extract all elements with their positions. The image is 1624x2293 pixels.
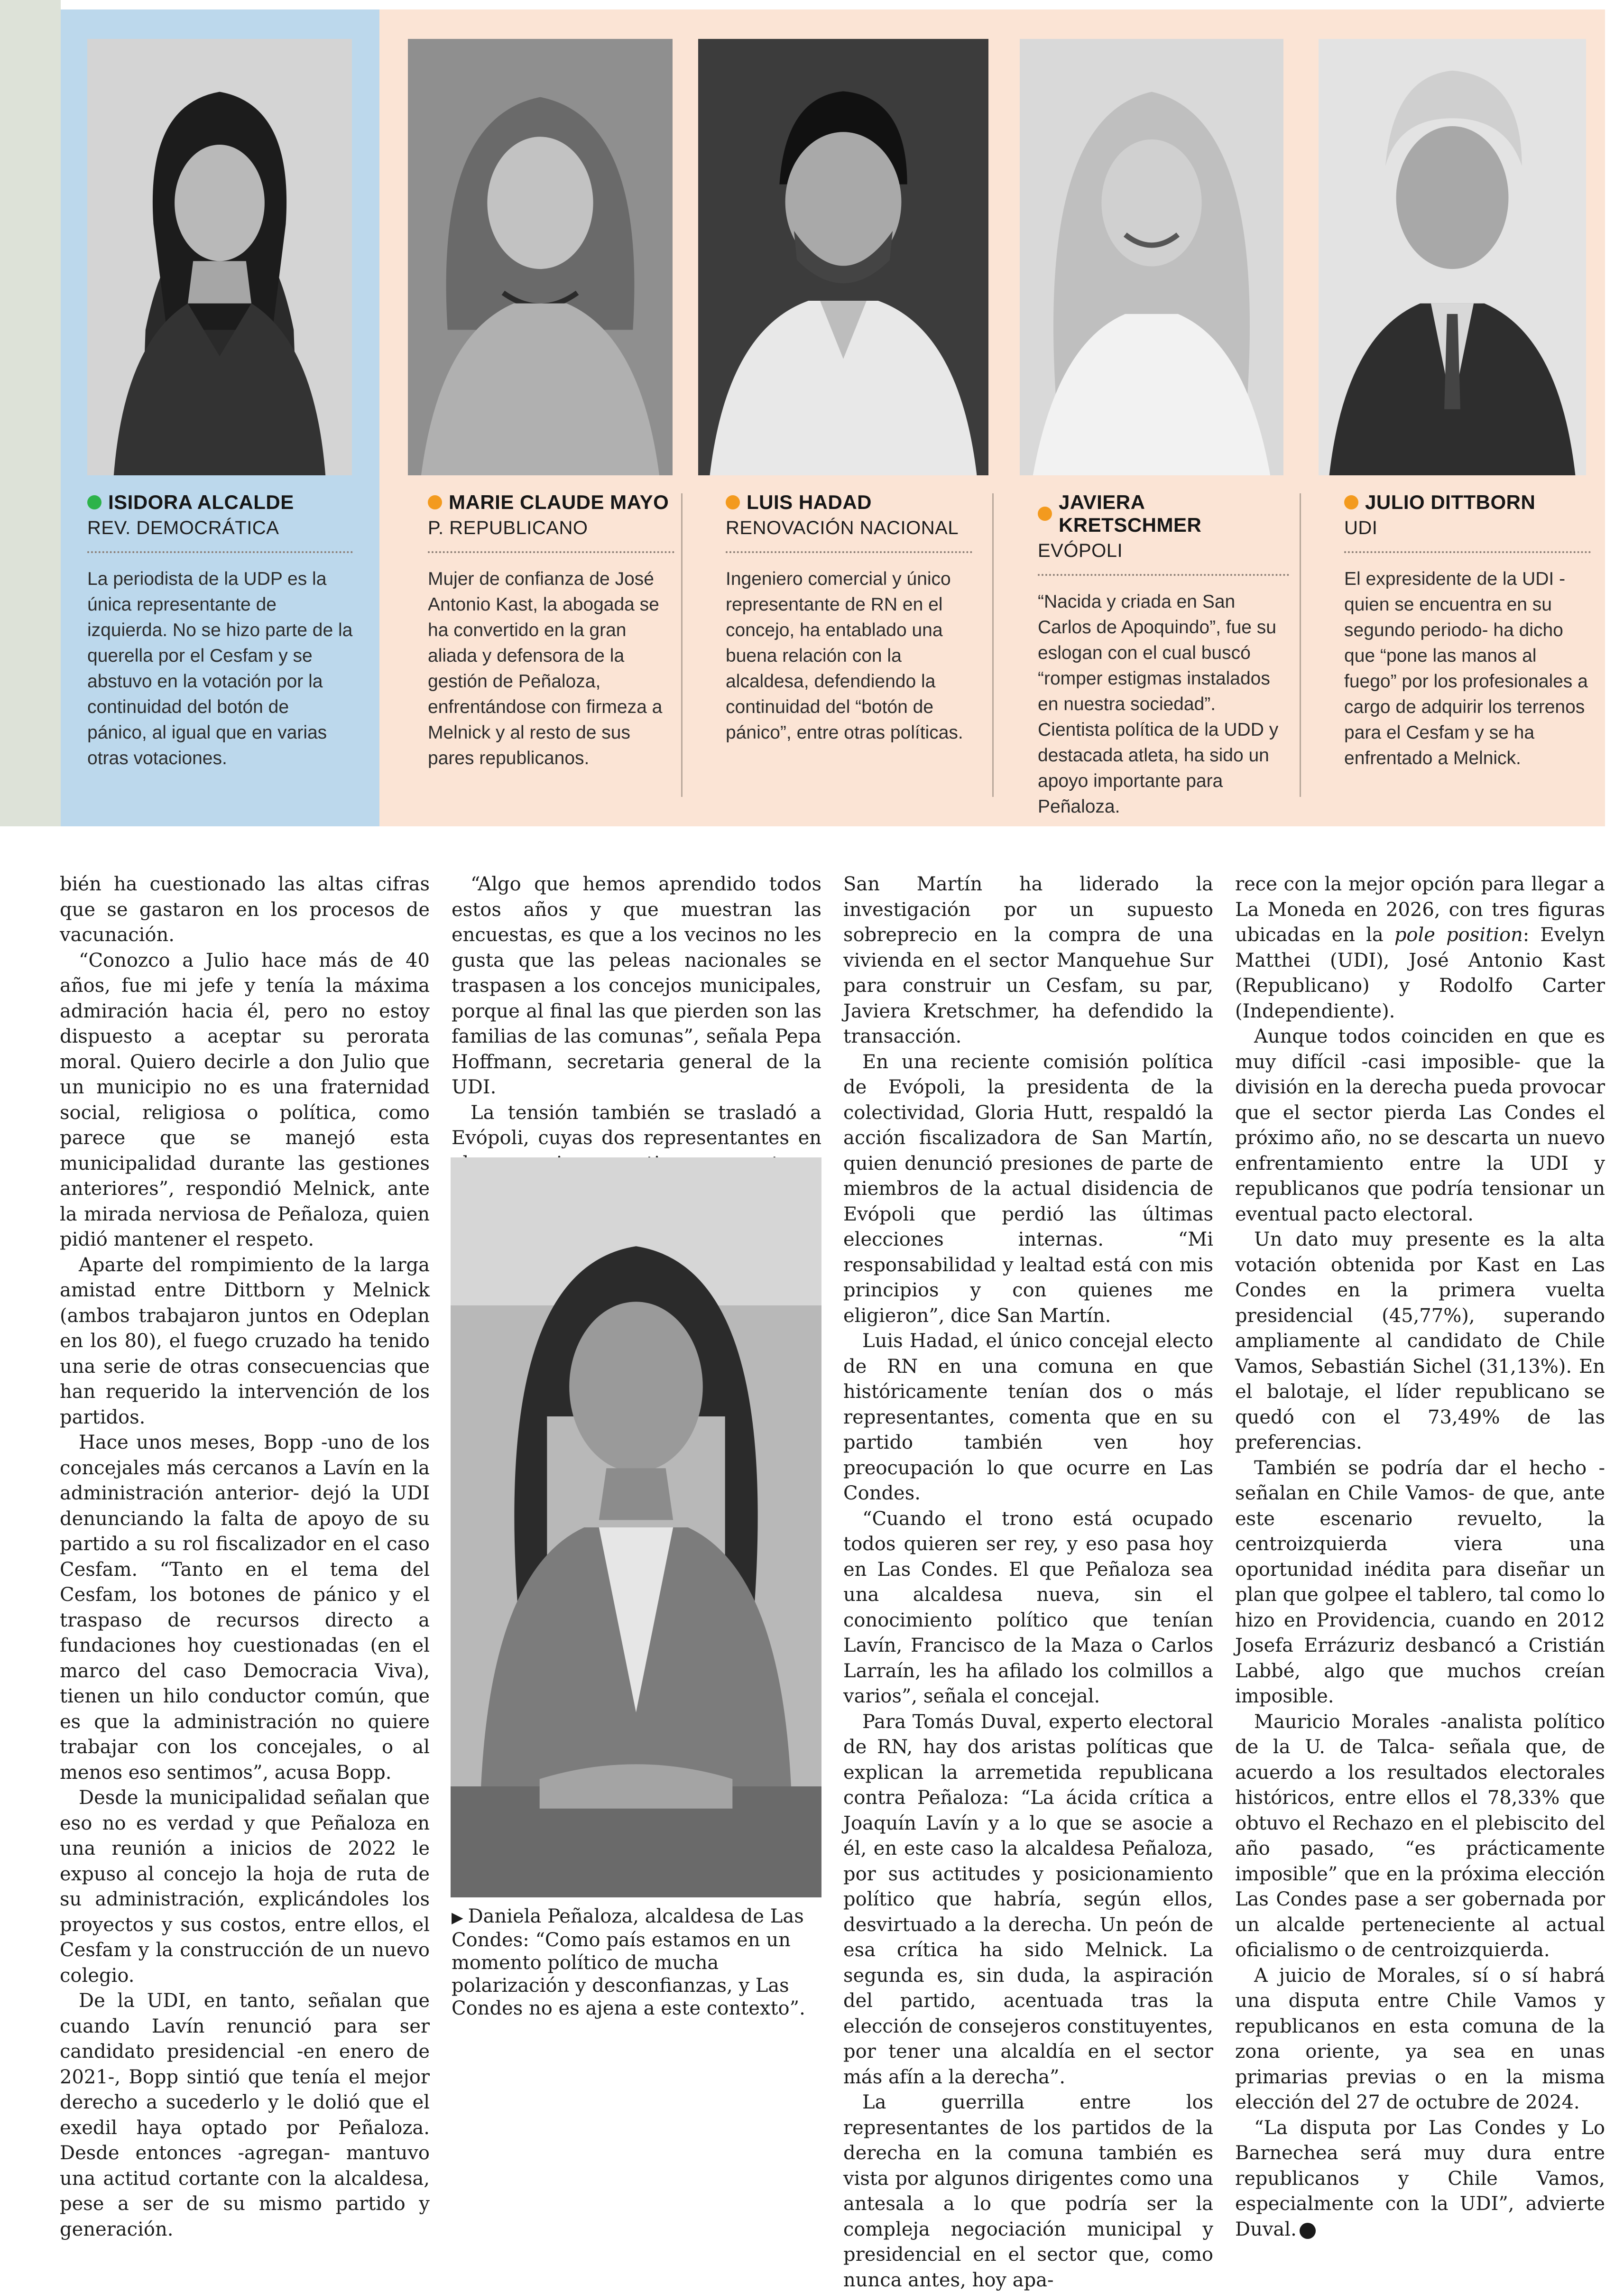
dotted-divider xyxy=(1038,574,1289,576)
column-rule xyxy=(1300,493,1301,797)
portrait-photo-hadad xyxy=(698,39,988,475)
article-column-3 xyxy=(843,872,1213,2293)
caption-text: Daniela Peñaloza, alcaldesa de Las Condes: “Como país estamos en un momento político de mucha polarización y desconfianzas, y Las Condes no es ajena a este contexto”. xyxy=(452,1905,805,2019)
paragraph: De la UDI, en tanto, señalan que cuando Lavín renunció para ser candidato presidencial -en enero de 2021-, Bopp sintió que tenía el mejor derecho a sucederlo y le dolió que el exedil haya optado por Peñaloza. Desde entonces -agregan- mantuvo una actitud cortante con la alcaldesa, pese a ser de su mismo partido y generación. xyxy=(60,1990,430,2240)
paragraph: Mauricio Morales -analista político de la U. de Talca- señala que, de acuerdo a los resultados electorales históricos, entre ellos el 78,33% que obtuvo el Rechazo en el plebiscito del año pasado, “es prácticamente imposible” que en la próxima elección Las Condes pase a ser gobernada por un alcalde perteneciente al actual oficialismo o de centroizquierda. xyxy=(1235,1711,1605,1961)
paragraph: “Cuando el trono está ocupado todos quieren ser rey, y eso pasa hoy en Las Condes. El que Peñaloza sea una alcaldesa nueva, sin el conocimiento político que tenían Lavín, Francisco de la Maza o Carlos Larraín, les ha afilado los colmillos a varios”, señala el concejal. xyxy=(843,1507,1213,1707)
profile-name: JULIO DITTBORN xyxy=(1365,491,1536,513)
paragraph: San Martín ha liderado la investigación por un supuesto sobreprecio en la compra de una vivienda en el sector Manquehue Sur para construir un Cesfam, su par, Javiera Kretschmer, ha defendido la transacción. xyxy=(843,873,1213,1047)
paragraph: También se podría dar el hecho -señalan en Chile Vamos- de que, ante este escenario revuelto, la centroizquierda viera una oportunidad inédita para diseñar un plan que golpee el tablero, tal como lo hizo en Providencia, cuando en 2012 Josefa Errázuriz desbancó a Cristián Labbé, algo que muchos creían imposible. xyxy=(1235,1457,1605,1707)
text-run: “La disputa por Las Condes y Lo Barnechea será muy dura entre republicanos y Chile Vamos, especialmente con la UDI”, advierte Duval. xyxy=(1235,2117,1605,2240)
article-column-4 xyxy=(1235,872,1605,2242)
profile-party: RENOVACIÓN NACIONAL xyxy=(726,518,959,538)
profile-description: “Nacida y criada en San Carlos de Apoquindo”, fue su eslogan con el cual buscó “romper estigmas instalados en nuestra sociedad”. Cientista política de la UDD y destacada atleta, ha sido un apoyo importante para Peñaloza. xyxy=(1038,592,1279,817)
paragraph xyxy=(1235,872,1605,1024)
profile-party: REV. DEMOCRÁTICA xyxy=(87,518,279,538)
party-dot-icon xyxy=(726,495,740,509)
paragraph: Desde la municipalidad señalan que eso no es verdad y que Peñaloza en una reunión a inicios de 2022 le expuso al concejo la hoja de ruta de su administración, explicándoles los proyectos y sus costos, entre ellos, el Cesfam y la construcción de un nuevo colegio. xyxy=(60,1787,430,1987)
profile-description: La periodista de la UDP es la única representante de izquierda. No se hizo parte de la querella por el Cesfam y se abstuvo en la votación por la continuidad del botón de pánico, al igual que en varias otras votaciones. xyxy=(87,569,353,768)
profile-card-hadad xyxy=(698,9,992,826)
paragraph: Hace unos meses, Bopp -uno de los concejales más cercanos a Lavín en la administración anterior- dejó la UDI denunciando la falta de apoyo de su partido a su rol fiscalizador en el caso Cesfam. “Tanto en el tema del Cesfam, los botones de pánico y el traspaso de recursos directo a fundaciones hoy cuestionadas (en el marco del caso Democracia Viva), tienen un hilo conductor común, que es que la administración no quiere trabajar con los concejales, o al menos eso sentimos”, acusa Bopp. xyxy=(60,1432,430,1784)
dotted-divider xyxy=(1344,551,1591,553)
end-of-article-icon: ● xyxy=(1300,2223,1316,2239)
page-edge-strip xyxy=(0,0,61,826)
paragraph: A juicio de Morales, sí o sí habrá una disputa entre Chile Vamos y republicanos en esta comuna de la zona oriente, ya sea en unas primarias previas o en la misma elección del 27 de octubre de 2024. xyxy=(1235,1964,1605,2113)
profile-name: LUIS HADAD xyxy=(747,491,872,513)
paragraph xyxy=(1235,2116,1605,2243)
party-dot-icon xyxy=(428,495,442,509)
text-run: rece con la mejor opción para llegar a La Moneda en 2026, con tres figuras ubicadas en la xyxy=(1235,873,1605,946)
paragraph: Aunque todos coinciden en que es muy difícil -casi imposible- que la división en la derecha pueda provocar que el sector pierda Las Condes el próximo año, no se descarta un nuevo enfrentamiento entre la UDI y republicanos que podría tensionar un eventual pacto electoral. xyxy=(1235,1026,1605,1225)
profile-name: JAVIERA KRETSCHMER xyxy=(1059,491,1202,536)
text-run: : Evelyn Matthei (UDI), José Antonio Kast (Republicano) y Rodolfo Carter (Independiente). xyxy=(1235,924,1606,1022)
column-rule xyxy=(681,493,683,797)
party-dot-icon xyxy=(87,495,102,509)
paragraph: Aparte del rompimiento de la larga amistad entre Dittborn y Melnick (ambos trabajaron juntos en Odeplan en los 80), el fuego cruzado ha tenido una serie de otras consecuencias que han requerido la intervención de los partidos. xyxy=(60,1254,430,1428)
profile-meta-hadad xyxy=(726,491,972,746)
dotted-divider xyxy=(726,551,972,553)
caption-arrow-icon: ▶ xyxy=(452,1908,463,1926)
photo-caption xyxy=(452,1905,821,2020)
dotted-divider xyxy=(87,551,353,553)
paragraph: bién ha cuestionado las altas cifras que se gastaron en los procesos de vacunación. xyxy=(60,873,430,946)
profile-description: Ingeniero comercial y único representante de RN en el concejo, ha entablado una buena relación con la alcaldesa, defendiendo la continuidad del “botón de pánico”, entre otras políticas. xyxy=(726,569,963,743)
profile-party: P. REPUBLICANO xyxy=(428,518,588,538)
party-dot-icon xyxy=(1344,495,1358,509)
italic-term: pole position xyxy=(1394,924,1523,946)
profile-card-alcalde xyxy=(61,9,379,826)
profile-meta-mayo xyxy=(428,491,674,771)
dotted-divider xyxy=(428,551,674,553)
profile-party: UDI xyxy=(1344,518,1378,538)
party-dot-icon xyxy=(1038,507,1052,521)
paragraph: Para Tomás Duval, experto electoral de RN, hay dos aristas políticas que explican la arremetida republicana contra Peñaloza: “La ácida crítica a Joaquín Lavín y a lo que se asocie a él, en este caso la alcaldesa Peñaloza, por sus actitudes y posicionamiento político que habría, según ellos, desvirtuado a la derecha. Un peón de esa crítica ha sido Melnick. La segunda es, sin duda, la aspiración del partido, acentuada tras la elección de consejeros constituyentes, por tener una alcaldía en el sector más afín a la derecha”. xyxy=(843,1711,1213,2088)
profile-party: EVÓPOLI xyxy=(1038,540,1123,561)
paragraph: La tensión también se trasladó a Evópoli, cuyas dos representantes en xyxy=(452,1101,821,1149)
portrait-photo-mayo xyxy=(408,39,673,475)
penaloza-photo xyxy=(451,1157,821,1897)
profile-card-kretschmer xyxy=(1020,9,1295,826)
article-column-2 xyxy=(452,872,821,1202)
profile-description: Mujer de confianza de José Antonio Kast, la abogada se ha convertido en la gran aliada y defensora de la gestión de Peñaloza, enfrentándose con firmeza a Melnick y al resto de sus pares republicanos. xyxy=(428,569,663,768)
column-rule xyxy=(992,493,994,797)
portrait-photo-alcalde xyxy=(87,39,352,475)
paragraph: “Algo que hemos aprendido todos estos años y que muestran las encuestas, es que a los vecinos no les gusta que las peleas nacionales se traspasen a los concejos municipales, porque al final las que pierden son las familias de las comunas”, señala Pepa Hoffmann, secretaria general de la UDI. xyxy=(452,873,821,1098)
profile-meta-alcalde xyxy=(87,491,353,771)
profile-name: MARIE CLAUDE MAYO xyxy=(449,491,669,513)
profile-description: El expresidente de la UDI -quien se encuentra en su segundo periodo- ha dicho que “pone las manos al fuego” por los profesionales a cargo de adquirir los terrenos para el Cesfam y se ha enfrentado a Melnick. xyxy=(1344,569,1588,768)
paragraph: La guerrilla entre los representantes de los partidos de la derecha en la comuna también es vista por algunos dirigentes como una antesala a lo que podría ser la compleja negociación municipal y presidencial en el sector que, como nunca antes, hoy apa- xyxy=(843,2091,1213,2291)
paragraph: Luis Hadad, el único concejal electo de RN en una comuna en que históricamente tenían dos o más representantes, comenta que en su partido también ven hoy preocupación lo que ocurre en Las Condes. xyxy=(843,1330,1213,1504)
profile-card-dittborn xyxy=(1319,9,1605,826)
paragraph: En una reciente comisión política de Evópoli, la presidenta de la colectividad, Gloria Hutt, respaldó la acción fiscalizadora de San Martín, quien denunció presiones de parte de miembros de la actual disidencia de Evópoli que perdió las últimas elecciones internas. “Mi responsabilidad y lealtad está con mis principios y con quienes me eligieron”, dice San Martín. xyxy=(843,1051,1213,1327)
paragraph: Un dato muy presente es la alta votación obtenida por Kast en Las Condes en la primera vuelta presidencial (45,77%), superando ampliamente al candidato de Chile Vamos, Sebastián Sichel (31,13%). En el balotaje, el líder republicano se quedó con el 73,49% de las preferencias. xyxy=(1235,1229,1605,1453)
profile-meta-dittborn xyxy=(1344,491,1591,771)
profile-meta-kretschmer xyxy=(1038,491,1289,820)
article-column-1 xyxy=(60,872,430,2242)
portrait-photo-kretschmer xyxy=(1020,39,1283,475)
profile-name: ISIDORA ALCALDE xyxy=(108,491,294,513)
paragraph: “Conozco a Julio hace más de 40 años, fue mi jefe y tenía la máxima admiración hacia él, pero no estoy dispuesto a aceptar su perorata moral. Quiero decirle a don Julio que un municipio no es una fraternidad social, religiosa o política, como parece que se manejó esta municipalidad durante las gestiones anteriores”, respondió Melnick, ante la mirada nerviosa de Peñaloza, quien pidió mantener el respeto. xyxy=(60,949,430,1250)
portrait-photo-dittborn xyxy=(1319,39,1586,475)
profile-card-mayo xyxy=(408,9,683,826)
